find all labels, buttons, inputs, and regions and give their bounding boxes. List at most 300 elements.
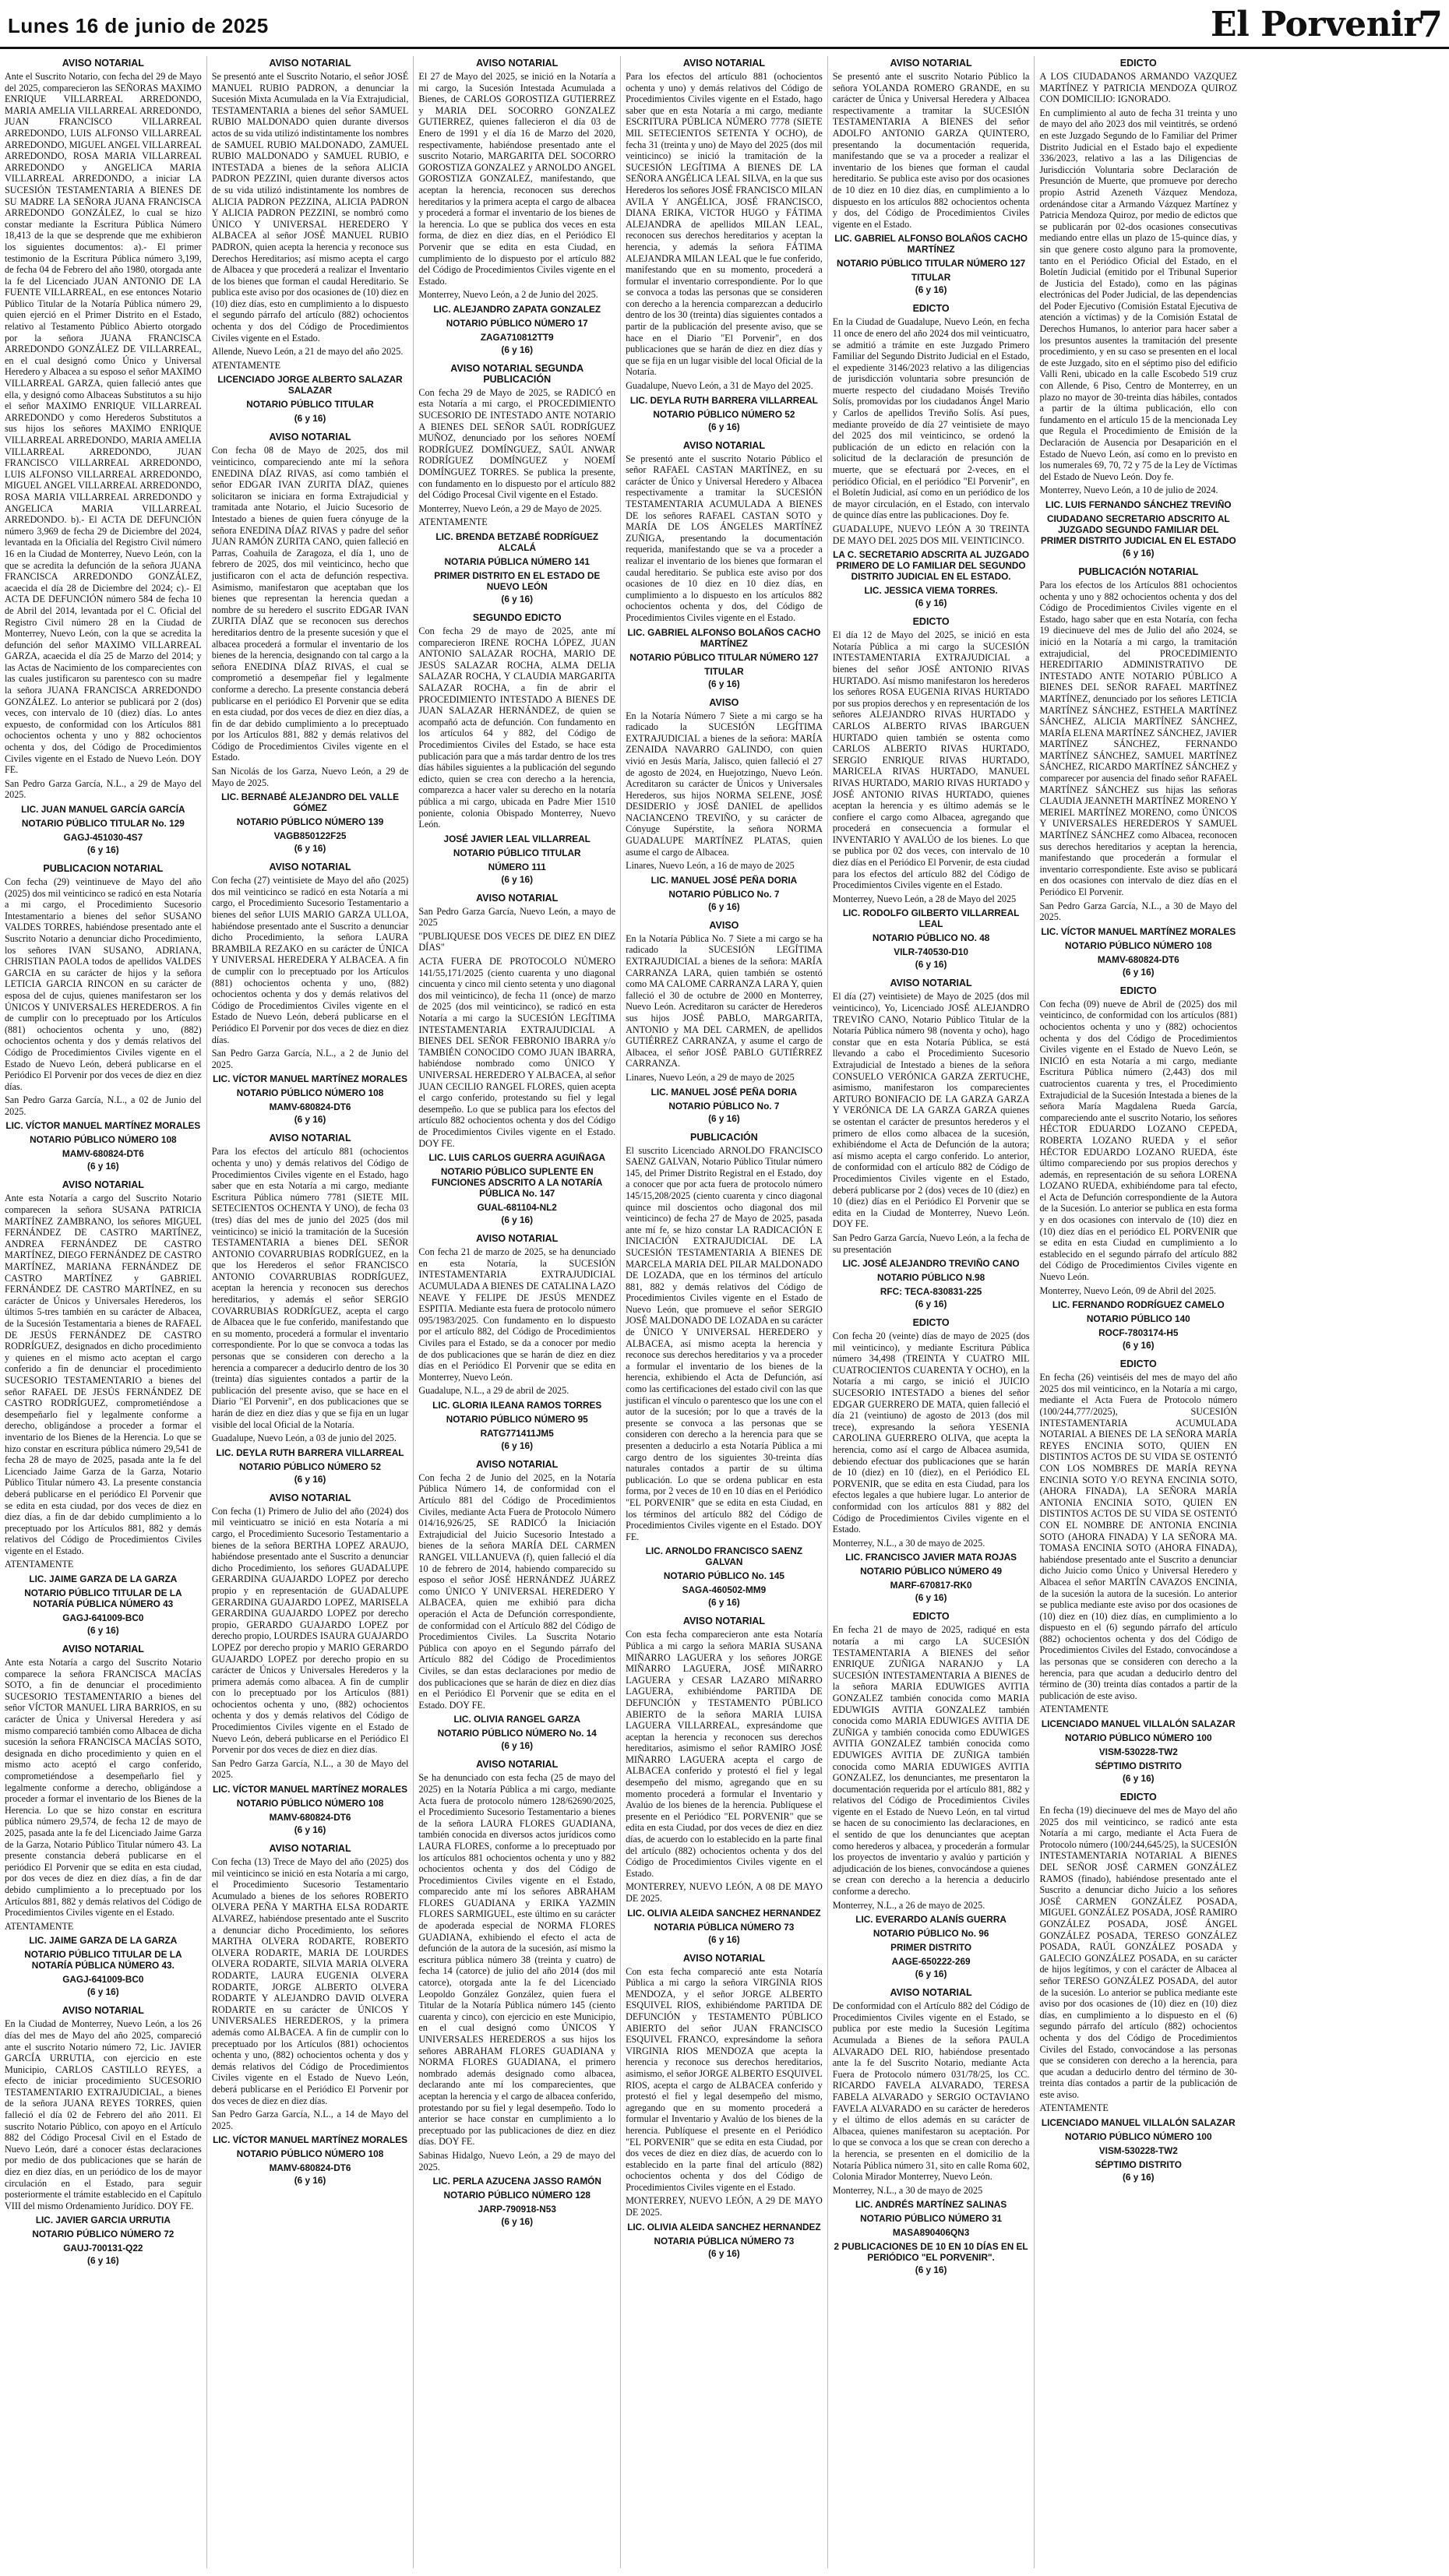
publication-dates: (6 y 16) — [294, 1824, 326, 1836]
notice-signature-line: LIC. LUIS FERNANDO SÁNCHEZ TREVIÑO — [1045, 499, 1232, 510]
notice-signature-line: GUAL-681104-NL2 — [477, 1202, 557, 1214]
legal-notice — [626, 440, 823, 689]
notice-signature-line: LIC. ARNOLDO FRANCISCO SAENZ GALVAN — [645, 1545, 803, 1568]
column-1 — [0, 56, 207, 2568]
notice-signature-line: LIC. JAIME GARZA DE LA GARZA — [29, 1935, 178, 1947]
notice-signature-line: NOTARIO PÚBLICO NÚMERO 108 — [236, 1087, 384, 1099]
notice-paragraph: Monterrey, Nuevo León, 09 de Abril del 2025. — [1039, 1284, 1217, 1296]
notice-signature-line: MASA890406QN3 — [892, 2227, 970, 2239]
publication-dates: (6 y 16) — [501, 1740, 534, 1752]
notice-signature-line: LIC. MANUEL JOSÉ PEÑA DORIA — [650, 874, 798, 886]
notice-title: AVISO NOTARIAL — [682, 1952, 765, 1964]
notice-paragraph: En fecha (26) veintiséis del mes de mayo del año 2025 dos mil veinticinco, en la Notaría a mi cargo, mediante el Acta Fuera de Protocolo número (100/244,777/2025), SUCESIÓN INTESTAMENTARIA ACUMULADA NOTARIAL A BIENES DE LA SEÑORA MARÍA REYES ENCINIA SOTO, QUIEN EN DISTINTOS ACTOS DE SU VIDA SE OSTENTÓ CON LOS NOMBRES DE MARÍA REYNA ENCINIA SOTO Y/O REYNA ENCINIA SOTO, (AHORA FINADA), LA SEÑORA MARÍA ANTONIA ENCINIA SOTO, QUIEN EN DISTINTOS ACTOS DE SU VIDA SE OSTENTÓ CON EL NOMBRE DE ANTONIA ENCINIA SOTO (AHORA FINADA) Y LA SEÑORA MA. TOMASA ENCINIA SOTO (AHORA FINADA), habiéndose presentado ante el Suscrito a denunciar dicho Juicio como Único y Universal Heredero y Albacea el señor MARTÍN CAVAZOS ENCINIA, de la sucesión la autora de la sucesión. Lo anterior se publica mediante este aviso por dos ocasiones de (10) diez en (10) diez días, en cumplimiento a lo dispuesto en el (6) segundo párrafo del artículo (882) ochocientos ochenta y dos del Código de Procedimientos Civiles del Estado, convocándose a las personas que se consideren con derecho a la herencia, para que acudan a deducirlo dentro del término de (30) treinta días contados a partir de la publicación de este aviso. — [1039, 1372, 1238, 1701]
notice-title: PUBLICACIÓN — [690, 1131, 758, 1143]
legal-notice — [418, 363, 615, 604]
legal-notice — [1039, 58, 1237, 559]
notice-title: AVISO NOTARIAL — [269, 1843, 351, 1855]
publication-dates: (6 y 16) — [708, 900, 740, 912]
notice-signature-line: NOTARIO PÚBLICO NÚMERO 72 — [32, 2229, 175, 2240]
notice-title: EDICTO — [1119, 1792, 1157, 1803]
notice-signature-line: GAGJ-641009-BC0 — [62, 1974, 144, 1986]
notice-signature-line: NOTARIO PÚBLICO NÚMERO 108 — [1065, 939, 1212, 951]
publication-dates: (6 y 16) — [87, 2255, 119, 2267]
notice-title: PUBLICACION NOTARIAL — [43, 863, 164, 874]
legal-notice — [5, 58, 202, 855]
publication-dates: (6 y 16) — [87, 1161, 119, 1172]
legal-notice — [626, 58, 823, 432]
notice-title: AVISO NOTARIAL — [682, 1616, 765, 1627]
notice-signature-line: NOTARIO PÚBLICO No. 145 — [663, 1570, 784, 1582]
notice-signature-line: LIC. JAVIER GARCIA URRUTIA — [35, 2215, 171, 2226]
publication-dates: (6 y 16) — [87, 1625, 119, 1637]
publication-dates: (6 y 16) — [294, 843, 326, 855]
notice-title: AVISO — [709, 919, 739, 931]
notice-paragraph: El día (27) veintisiete) de Mayo de 2025 (dos mil veinticinco), Yo, Licenciado JOSÉ ALEJANDRO TREVIÑO CANO, Notario Público Titular de la Notaría Pública número 98 (noventa y ocho), hago constar que en esta Notaría Pública, se está llevando a cabo el Procedimiento Sucesorio Extrajudicial de Intestado a bienes de la señora CONSUELO VERÓNICA GARZA ZERTUCHE, asimismo, manifestaron los comparecientes ARTURO BONIFACIO DE LA GARZA GARZA Y VERÓNICA DE LA GARZA GARZA quienes se ostentan el carácter de presuntos herederos y el primero de ellos como albacea de la sucesión, exhibiéndome el Acta de Defunción de la autora; así mismo acepta el cargo conferido. Lo anterior, de conformidad con el artículo 882 de Código de Procedimientos Civiles vigente en el Estado, deberá publicarse por 2 (dos) veces de 10 (diez) en 10 (diez) días en el Periódico El Porvenir que se edita en la Ciudad de Monterrey, Nuevo León. DOY FE. — [832, 991, 1030, 1230]
legal-notice — [5, 2005, 202, 2266]
legal-notice — [1039, 1792, 1237, 2183]
notice-paragraph: Se presentó ante el suscrito Notario Público el señor RAFAEL CASTAN MARTÍNEZ, en su carácter de Único y Universal Heredero y Albacea respectivamente a tramitar la SUCESIÓN TESTAMENTARIA ACUMULADA A BIENES DE los señores RAFAEL CASTAN SOTO y MARÍA DE LOS ÁNGELES MARTÍNEZ ZUÑIGA, presentando la documentación requerida, manifestando que se va a proceder a realizar el inventario de los bienes que formaran el caudal hereditario. Se publica este aviso por dos ocasiones de 10 diez en 10 diez días, en cumplimiento a lo dispuesto en los artículos 882 ochocientos ochenta y dos, del Código de Procedimientos Civiles vigente en el Estado. — [626, 453, 823, 623]
notice-signature-line: LIC. GLORIA ILEANA RAMOS TORRES — [432, 1399, 602, 1411]
notice-signature-line: NOTARIO PÚBLICO NÚMERO 100 — [1065, 1732, 1212, 1744]
notice-signature-line: GAGJ-641009-BC0 — [62, 1612, 144, 1624]
notice-signature-line: VILR-740530-D10 — [894, 946, 968, 958]
notice-paragraph: Se presentó ante el Suscrito Notario, el señor JOSÉ MANUEL RUBIO PADRON, a denunciar la Sucesión Mixta Acumulada en la Vía Extrajudicial, TESTAMENTARIA a bienes del señor SAMUEL RUBIO MALDONADO quien durante diversos actos de su vida utilizó indistintamente los nombres de SAMUEL RUBIO MALDONADO, ZAMUEL RUBIO MALDONADO y SAMUEL RUBIO, e INTESTADA a bienes de la señora ALICIA PADRON PEZZINI, quien durante diversos actos de su vida utilizó indistintamente los nombres de ALICIA PADRON PEZZINA, ALICIA PADRON Y ALICIA PADRON PEZZINI, se nombró como ÚNICO Y UNIVERSAL HEREDERO Y ALBACEA al señor JOSÉ MANUEL RUBIO PADRON, quien acepta la herencia y reconoce sus Derechos Hereditarios; así mismo acepta el cargo de Albacea y que procederá a realizar el Inventario de los bienes que forman el caudal Hereditario. Se publica este aviso por dos ocasiones de (10) diez en (10) diez días, esto en cumplimiento a lo dispuesto el segundo párrafo del artículo (882) ochocientos ochenta y dos del Código de Procedimientos Civiles vigente en el Estado. — [211, 71, 409, 344]
legal-notice — [5, 1179, 202, 1636]
notice-paragraph: San Pedro Garza García, Nuevo León, a la fecha de su presentación — [832, 1232, 1030, 1255]
notice-signature-line: LIC. JOSÉ ALEJANDRO TREVIÑO CANO — [842, 1258, 1020, 1270]
notice-signature-line: LIC. VÍCTOR MANUEL MARTÍNEZ MORALES — [213, 2134, 407, 2146]
notice-signature-line: LIC. EVERARDO ALANÍS GUERRA — [855, 1914, 1007, 1926]
column-4 — [621, 56, 828, 2568]
notice-title: EDICTO — [1119, 58, 1157, 69]
notice-title: AVISO NOTARIAL — [476, 58, 559, 69]
notice-signature-line: ZAGA710812TT9 — [480, 331, 554, 343]
notice-paragraph: Con fecha (27) veintisiete de Mayo del año (2025) dos mil veinticinco se radicó en esta Notaría a mi cargo, el Procedimiento Sucesorio Testamentario a bienes del señor LUIS MARIO GARZA ULLOA, habiéndose presentado ante el Suscrito a denunciar dicho Procedimiento, la señora LAURA BRAMBILA REZAKO en su carácter de ÚNICA Y UNIVERSAL HEREDERA Y ALBACEA. A fin de cumplir con lo preceptuado por los Artículos (881) ochocientos ochenta y uno, (882) ochocientos ochenta y dos y demás relativos del Código de Procedimientos Civiles vigente en el Estado de Nuevo León, deberá publicarse en el Periódico El Porvenir por dos veces de diez en diez días. — [211, 875, 409, 1045]
notice-paragraph: Guadalupe, N.L., a 29 de abril de 2025. — [418, 1385, 569, 1397]
legal-notice — [833, 978, 1030, 1309]
legal-notice — [418, 58, 615, 355]
newspaper-logo: El Porvenir — [1211, 5, 1421, 44]
notice-signature-line: NÚMERO 111 — [488, 861, 546, 872]
publication-dates: (6 y 16) — [915, 2264, 947, 2276]
notice-paragraph: Monterrey, N.L., a 30 de mayo de 2025 — [832, 2184, 983, 2196]
legal-notice — [418, 612, 615, 885]
notice-signature-line: LIC. OLIVIA ALEIDA SANCHEZ HERNANDEZ — [627, 2221, 821, 2232]
issue-date: Lunes 16 de junio de 2025 — [8, 14, 269, 37]
notice-title: AVISO NOTARIAL — [269, 432, 351, 443]
notice-paragraph: En la Notaría Número 7 Siete a mi cargo se ha radicado la SUCESIÓN LEGÍTIMA EXTRAJUDICIAL a bienes de la señora: MARÍA ZENAIDA NAVARRO GALINDO, con quien vivió en Jesús María, Jalisco, quien falleció el 27 de agosto de 2024, en Huejotzingo, Nuevo León. Acreditaron su carácter de Únicos y Universales Herederos, sus hijos NORMA SELENE, JOSÉ DESIDERIO y JOSÉ DANIEL de apellidos NACIANCENO TREVIÑO, y su carácter de Cónyuge Supérstite, la señora NORMA GUADALUPE MARTÍNEZ PLATAS, quien asume el cargo de Albacea. — [626, 710, 823, 858]
column-6 — [1035, 56, 1242, 2568]
column-3 — [414, 56, 621, 2568]
notice-paragraph: Con fecha (29) veintinueve de Mayo del año (2025) dos mil veinticinco se radicó en esta Notaría a mi cargo, el Procedimiento Sucesorio Intestamentario a bienes del señor SUSANO VALDES TORRES, habiéndose presentado ante el Suscrito Notario a denunciar dicho Procedimiento, los señores IVAN SUSANO, ADRIANA, CHRISTIAN PAOLA todos de apellidos VALDES GARCIA en su carácter de hijos y la señora LETICIA GARCIA RINCON en su carácter de esposa del de cujus, quienes manifestaron ser los ÚNICOS Y UNIVERSALES HEREDEROS. A fin de cumplir con lo preceptuado por los Artículos (881) ochocientos ochenta y uno, (882) ochocientos ochenta y dos y demás relativos del Código de Procedimientos Civiles vigente en el Estado de Nuevo León, deberá publicarse en el Periódico El Porvenir por dos veces de diez en diez días. — [5, 876, 202, 1092]
notice-paragraph: Monterrey, Nuevo León, a 2 de Junio del 2025. — [418, 289, 598, 301]
notice-signature-line: LIC. VÍCTOR MANUEL MARTÍNEZ MORALES — [213, 1784, 407, 1795]
notice-paragraph: MONTERREY, NUEVO LEÓN, A 29 DE MAYO DE 2025. — [626, 2195, 823, 2218]
notice-signature-line: LIC. MANUEL JOSÉ PEÑA DORIA — [650, 1086, 798, 1098]
publication-dates: (6 y 16) — [708, 1933, 740, 1945]
notice-title: EDICTO — [912, 1317, 950, 1329]
notice-paragraph: Ante esta Notaría a cargo del Suscrito Notario comparecen la señora SUSANA PATRICIA MARTÍNEZ ZAMBRANO, los señores MIGUEL FERNÁNDEZ DE CASTRO MARTÍNEZ, ANDREA FERNÁNDEZ DE CASTRO MARTÍNEZ, DIEGO FERNÁNDEZ DE CASTRO MARTÍNEZ, MARIANA FERNÁNDEZ DE CASTRO MARTÍNEZ y GABRIEL FERNÁNDEZ DE CASTRO MARTÍNEZ, en su carácter de Únicos y Universales Herederos, los últimos 5-tres también en su carácter de Albacea, de la Sucesión Testamentaria a bienes de RAFAEL DE JESÚS FERNÁNDEZ DE CASTRO RODRÍGUEZ, designados en dicho procedimiento y quienes en el mismo acto aceptan el cargo conferido a fin de denunciar el procedimiento SUCESORIO TESTAMENTARIO a bienes del señor RAFAEL DE JESÚS FERNÁNDEZ DE CASTRO RODRÍGUEZ, comprometiéndose a desempeñarlo fiel y legalmente conforme a derecho, obligándose a proceder a formar el inventario de los Bienes de la Herencia. Lo que se hizo constar en escritura pública número 29,541 de fecha 28 de mayo de 2025, pasada ante la fe del Licenciado Jaime Garza de la Garza, Notario Público Titular número 43. La presente constancia deberá publicarse en el periódico El Porvenir que se edita en esta ciudad, por dos veces de diez en diez días, a fin de dar debido cumplimiento a lo preceptuado por los Artículos 881, 882 y demás relativos del Código de Procedimientos Civiles vigente en el Estado. — [5, 1193, 202, 1556]
notice-signature-line: LIC. JUAN MANUEL GARCÍA GARCÍA — [21, 804, 185, 815]
notice-paragraph: San Pedro Garza García, N.L., a 30 de Mayo del 2025. — [211, 1757, 409, 1781]
notice-title: AVISO NOTARIAL — [890, 978, 972, 989]
notice-paragraph: San Pedro Garza García, Nuevo León, a mayo de 2025 — [418, 905, 616, 929]
notice-signature-line: LIC. LUIS CARLOS GUERRA AGUIÑAGA — [428, 1152, 605, 1164]
notice-paragraph: Ante esta Notaría a cargo del Suscrito Notario comparece la señora FRANCISCA MACÍAS SOTO, a fin de denunciar el procedimiento SUCESORIO TESTAMENTARIO a bienes del señor VÍCTOR MANUEL LIRA BARRIOS, en su carácter de Única y Universal Heredera y así mismo compareció también como Albacea de dicha sucesión la señora FRANCISCA MACÍAS SOTO, designada en dicho procedimiento y quien en el mismo acto aceptó el cargo conferido, comprometiéndose a desempeñarlo fiel y legalmente conforme a derecho, obligándose a proceder a formar el inventario de los Bienes de la Herencia. Lo que se hizo constar en escritura pública número 29,574, de fecha 12 de mayo de 2025, pasada ante la fe del Licenciado Jaime Garza de la Garza, Notario Público Titular número 43. La presente constancia deberá publicarse en el periódico El Porvenir que se edita en esta ciudad, por dos veces de diez en diez días, a fin de dar debido cumplimiento a lo preceptuado por los Artículos 881, 882 y demás relativos del Código de Procedimientos Civiles vigente en el Estado. — [5, 1657, 202, 1919]
legal-notice — [1039, 566, 1237, 978]
notice-signature-line: LICENCIADO MANUEL VILLALÓN SALAZAR — [1041, 1718, 1236, 1730]
notice-paragraph: El suscrito Licenciado ARNOLDO FRANCISCO SAENZ GALVAN, Notario Público Titular número 145, del Primer Distrito Registral en el Estado, doy a conocer que por acta fuera de protocolo número 145/15,208/2025 (ciento cuarenta y cinco diagonal quince mil doscientos ocho diagonal dos mil veinticinco) de fecha 27 de Mayo de 2025, pasada ante mí fe, se hizo constar LA RADICACIÓN E INICIACIÓN EXTRAJUDICIAL DE LA SUCESIÓN TESTAMENTARIA A BIENES DE MARCELA MARIA DEL PILAR MALDONADO DE LOZADA, que en los términos del artículo 881, 882 y demás relativos del Código de Procedimientos Civiles vigente en el Estado de Nuevo León, que promueve el señor SERGIO JOSÉ MALDONADO DE LOZADA en su carácter de ÚNICO Y UNIVERSAL HEREDERO y ALBACEA, así mismo acepta la herencia y reconoce sus derechos hereditarios y va a proceder a formular el inventario de los bienes de la herencia, exhibiendo el Acta de Defunción, así como las certificaciones del estado civil con las que justifican el vínculo o parentesco que los une con el autor de la sucesión; por lo que a través de la presente se convoca a las personas que se consideren con derecho a la herencia para que se presenten a deducirlo a esta Notaría Pública a mi cargo dentro de los siguientes 30-treinta días naturales contados a partir de su última publicación. Lo que se ordena publicar en esta forma, por 2 veces de 10 en 10 días en el Periódico "EL PORVENIR" que se edita en esta Ciudad, en los términos del artículo 882 del Código de Procedimientos Civiles vigente en el Estado. DOY FE. — [626, 1144, 823, 1542]
legal-notice — [626, 1132, 823, 1609]
notice-signature-line: LIC. ALEJANDRO ZAPATA GONZALEZ — [433, 303, 601, 315]
publication-dates: (6 y 16) — [501, 1214, 534, 1226]
notice-paragraph: Allende, Nuevo León, a 21 de mayo del año 2025. — [211, 346, 404, 358]
legal-notice — [626, 1953, 823, 2259]
notice-signature-line: NOTARIO PÚBLICO 140 — [1086, 1313, 1190, 1325]
notice-signature-line: LIC. VÍCTOR MANUEL MARTÍNEZ MORALES — [213, 1073, 407, 1085]
legal-notice — [833, 303, 1030, 608]
notice-paragraph: Para los efectos del artículo 881 (ochocientos ochenta y uno) y demás relativos del Código de Procedimientos Civiles vigente en el Estado, hago saber que en esta Notaría a mi cargo, mediante ESCRITURA PÚBLICA NÚMERO 7778 (SIETE MIL SETECIENTOS SETENTA Y OCHO), de fecha 31 (treinta y uno) de Mayo del 2025 (dos mil veinticinco) se inició la tramitación de la SUCESIÓN LEGÍTIMA A BIENES DE LA SEÑORA ANGÉLICA LEAL SILVA, en la que sus Herederos los señores JOSÉ FRANCISCO MILAN AVILA Y ANGÉLICA, JOSÉ FRANCISCO, DIANA ERIKA, VICTOR HUGO y FÁTIMA ALEJANDRA de apellidos MILAN LEAL, reconocen sus derechos hereditarios y aceptan la herencia, y además la señora FÁTIMA ALEJANDRA MILAN LEAL que le fue conferido, manifestando que en su momento, procederá a formular el inventario correspondiente. Por lo que se convoca a todas las personas que se consideren con derecho a la herencia comparezcan a deducirlo dentro de los 30 (treinta) días siguientes contados a partir de la publicación del presente aviso, que se hace en el Diario "El Porvenir", en dos publicaciones que se harán de diez en diez días y que se fija en un lugar visible del local Oficial de la Notaría. — [626, 71, 823, 378]
notice-paragraph: ATENTAMENTE — [5, 1559, 74, 1570]
notice-signature-line: SÉPTIMO DISTRITO — [1095, 2159, 1182, 2171]
notice-signature-line: NOTARIO PÚBLICO NÚMERO 17 — [446, 317, 588, 329]
notice-signature-line: LIC. JESSICA VIEMA TORRES. — [864, 585, 998, 597]
notice-paragraph: San Nicolás de los Garza, Nuevo León, a 29 de Mayo de 2025. — [211, 766, 409, 788]
notice-signature-line: LIC. BERNABÉ ALEJANDRO DEL VALLE GÓMEZ — [221, 791, 399, 814]
publication-dates: (6 y 16) — [915, 597, 947, 609]
notice-signature-line: NOTARIO PÚBLICO TITULAR NÚMERO 127 — [629, 651, 819, 663]
notice-signature-line: JOSÉ JAVIER LEAL VILLARREAL — [443, 833, 591, 844]
notice-paragraph: Se ha denunciado con esta fecha (25 de mayo del 2025) en la Notaría Pública a mi cargo, mediante Acta fuera de protocolo número 128/62690/2025, el Procedimiento Sucesorio Testamentario a bienes de la señora LAURA FLORES GUADIANA, también conocida en diversos actos jurídicos como LAURA FLORES, conforme a lo preceptuado por los artículos 881 ochocientos ochenta y uno y 882 ochocientos ochenta y dos del Código de Procedimientos Civiles vigente en el Estado, comparecido ante mí los señores ABRAHAM FLORES GUADIANA y ERIKA YAZMIN FLORES SARMIGUEL, este último en su carácter de apoderada especial de NORMA FLORES GUADIANA, exhibiendo el efecto el acta de defunción de la autora de la sucesión, así mismo la escritura pública número 38 (treinta y cuatro) de fecha 14 (catorce) de julio del año 2014 (dos mil catorce), otorgada ante la fe del Licenciado Leopoldo González González, quien fuera el Titular de la Notaría Pública número 145 (ciento cuarenta y cinco), con ejercicio en este Municipio, en el cual designó como ÚNICOS Y UNIVERSALES HEREDEROS a sus hijos los señores ABRAHAM FLORES GUADIANA y NORMA FLORES GUADIANA, el primero nombrado además designado como albacea, declarando ante mí los comparecientes, que aceptan la herencia y el cargo de albacea conferido, protestando por su fiel y legal desempeño. Todo lo anterior se hace constar en cumplimiento a lo preceptuado por las publicaciones de diez en diez días. DOY FE. — [418, 1772, 616, 2148]
notice-title: AVISO NOTARIAL — [682, 58, 765, 69]
notice-signature-line: RATG771411JM5 — [480, 1427, 554, 1439]
legal-notice — [212, 862, 409, 1125]
notice-signature-line: LIC. VÍCTOR MANUEL MARTÍNEZ MORALES — [5, 1120, 201, 1132]
notice-signature-line: NOTARIA PÚBLICA NÚMERO 141 — [444, 556, 590, 567]
notice-paragraph: ATENTAMENTE — [211, 359, 281, 371]
publication-dates: (6 y 16) — [1122, 1773, 1155, 1785]
notice-paragraph: En la Ciudad de Monterrey, Nuevo León, a los 26 días del mes de Mayo del año 2025, compareció ante el suscrito Notario número 72, Lic. JAVIER GARCÍA URRUTIA, con ejercicio en este Municipio, CARLOS CASTILLO REYES, a efecto de iniciar procedimiento SUCESORIO TESTAMENTARIO EXTRAJUDICIAL, a bienes de la señora JUANA REYES TORRES, quien falleció el día 02 de Febrero del año 2011. El suscrito Notario Público, con apoyo en el Artículo 882 del Código Procesal Civil en el Estado de Nuevo León, daré a conocer éstas declaraciones por medio de dos publicaciones que se harán de diez en diez días, en un periódico de los de mayor circulación en el Estado, para seguir posteriormente el trámite establecido en el Capítulo VIII del mismo Ordenamiento Jurídico. DOY FE. — [5, 2018, 202, 2211]
notice-signature-line: VAGB850122F25 — [273, 830, 347, 842]
notice-signature-line: CIUDADANO SECRETARIO ADSCRITO AL JUZGADO SEGUNDO FAMILIAR DEL PRIMER DISTRITO JUDICIAL EN EL ESTADO — [1040, 513, 1236, 546]
notice-paragraph: Monterrey, Nuevo León, a 10 de julio de 2024. — [1039, 485, 1218, 496]
notice-signature-line: NOTARIO PÚBLICO NÚMERO 49 — [860, 1566, 1003, 1577]
legal-notice — [212, 1133, 409, 1484]
publication-dates: (6 y 16) — [1122, 966, 1155, 978]
notice-signature-line: NOTARIO PÚBLICO NÚMERO 139 — [236, 816, 384, 828]
notice-signature-line: NOTARIO PÚBLICO TITULAR — [246, 399, 374, 411]
notice-title: AVISO NOTARIAL SEGUNDA PUBLICACIÓN — [450, 362, 584, 385]
notice-paragraph: Con fecha 08 de Mayo de 2025, dos mil veinticinco, compareciendo ante mí la señora ENEDINA DÍAZ RIVAS, así como también el señor EDGAR IVAN ZURITA DÍAZ, quienes solicitaron se iniciara en forma Extrajudicial y tramitada ante Notario, el Juicio Sucesorio de Intestado a bienes de quien fuera cónyuge de la señora ENEDINA DÍAZ RIVAS y padre del señor JUAN RAMÓN ZURITA CANO, quien falleció en Parras, Coahuila de Zaragoza, el día 1, uno de febrero de 2025, dos mil veinticinco, hecho que justificaron con el acta de defunción respectiva. Asimismo, manifestaron que aceptaban que los bienes que representan la herencia quedan a nombre de su heredero el suscrito EDGAR IVAN ZURITA DÍAZ que se reconocen sus derechos hereditarios dentro de la presente sucesión y que el albacea procederá a formular el inventario de los bienes de la herencia, designando con tal cargo a la señora ENEDINA DÍAZ RIVAS, el cual se comprometió a desempeñar fiel y legalmente conforme a derecho. La presente constancia deberá publicarse en el periódico El Porvenir que se edita en esta ciudad, por dos veces de diez en diez días, a fin de dar debido cumplimiento a lo preceptuado por los Artículos 881, 882 y demás relativos del Código de Procedimientos Civiles vigente en el Estado. — [211, 445, 409, 763]
publication-dates: (6 y 16) — [708, 1112, 740, 1124]
legal-notice — [5, 1644, 202, 1997]
notice-signature-line: NOTARIO PÚBLICO No. 7 — [668, 888, 780, 900]
notice-paragraph: Con esta fecha comparecieron ante esta Notaría Pública a mi cargo la señora MARIA SUSANA MIÑARRO LAGUERA y los señores JORGE MIÑARRO LAGUERA, JOSÉ MIÑARRO LAGUERA y CESAR LAZARO MIÑARRO LAGUERA, exhibiéndome PARTIDA DE DEFUNCIÓN y TESTAMENTO PÚBLICO ABIERTO de la señora MARIA LUISA LAGUERA VILLARREAL, expresándome que aceptan la herencia y reconocen sus derechos hereditarios, asimismo el señor RAMIRO JOSÉ MIÑARRO LAGUERA acepta el cargo de ALBACEA conferido y protestó el fiel y legal desempeño del mismo, agregando que en su momento procederá a formular el Inventario y Avalúo de los bienes de la herencia. Publíquese el presente en el Periódico "EL PORVENIR" que se edita en esta Ciudad, por dos veces de diez en diez días, de acuerdo con lo establecido en la parte final del artículo (882) ochocientos ochenta y dos del Código de Procedimientos Civiles vigente en el Estado. — [626, 1629, 823, 1879]
notice-paragraph: En fecha 21 de mayo de 2025, radiqué en esta notaría a mi cargo LA SUCESIÓN TESTAMENTARIA A BIENES del señor ENRIQUE ZUÑIGA NARANJO y LA SUCESIÓN INTESTAMENTARIA A BIENES de la señora MARIA EDUWIGES AVITIA GONZALEZ también conocida como MARIA EDUWIGIS AVITIA GONZALEZ también conocida como MARIA EDUWIGES AVITIA DE ZUÑIGA y también conocida como EDUWIGES AVITIA GONZALEZ también conocida como EDUWIGES AVITIA DE ZUÑIGA también conocida como MARIA EDUWIGES AVITIA GONZALEZ, los denunciantes, me presentaron la documentación requerida por el artículo 881, 882 y relativos del Código de Procedimientos Civiles vigente en el Estado de Nuevo León, en tal virtud se hacen de su conocimiento las declaraciones, en el sentido de que los denunciantes que aceptan como herederos y albacea, y procederán a formular los proyectos de inventario y avalúo y partición y adjudicación de los bienes, convocándose a quienes se crean con derecho a la herencia a deducirlo conforme a derecho. — [832, 1624, 1030, 1898]
notice-signature-line: LIC. VÍCTOR MANUEL MARTÍNEZ MORALES — [1041, 925, 1236, 937]
publication-dates: (6 y 16) — [1122, 2172, 1155, 2183]
notice-paragraph: Guadalupe, Nuevo León, a 03 de junio del 2025. — [211, 1432, 397, 1444]
notice-signature-line: LIC. JAIME GARZA DE LA GARZA — [29, 1573, 178, 1585]
legal-notice — [626, 697, 823, 912]
notice-paragraph: Con fecha 29 de mayo de 2025, ante mí comparecieron IRENE ROCHA LÓPEZ, JUAN ANTONIO SALAZAR ROCHA, MARIO DE JESÚS SALAZAR ROCHA, ALMA DELIA SALAZAR ROCHA, Y CLAUDIA MARGARITA SALAZAR ROCHA, a fin de abrir el PROCEDIMIENTO INTESTADO A BIENES DE JUAN SALAZAR HERNÁNDEZ, de quien se acompañó acta de defunción. Con fundamento en los artículos 64 y 882, del Código de Procedimientos Civiles del Estado, se hace esta publicación para que a más tardar dentro de los tres días hábiles siguientes a la publicación del segundo edicto, quien se crea con derecho a la herencia, comparezca a hacer valer su derecho en la notaría pública a mi cargo, ubicada en Padre Mier 1510 poniente, colonia Obispado Monterrey, Nuevo León. — [418, 625, 616, 830]
notice-paragraph: Ante el Suscrito Notario, con fecha del 29 de Mayo del 2025, comparecieron las SEÑORAS MAXIMO ENRIQUE VILLARREAL ARREDONDO, MARIA AMELIA VILLARREAL ARREDONDO, JUAN FRANCISCO VILLARREAL ARREDONDO, LUIS ALFONSO VILLARREAL ARREDONDO, MIGUEL ANGEL VILLARREAL ARREDONDO, ROSA MARIA VILLARREAL ARREDONDO y ANGELICA MARIA VILLARREAL ARREDONDO, a iniciar LA SUCESIÓN TESTAMENTARIA A BIENES DE SU MADRE LA SEÑORA JUANA FRANCISCA ARREDONDO GONZÁLEZ, lo cual se hizo constar mediante la Escritura Pública Número 18,413 de la que se desprende que me exhibieron los siguientes documentos: a).- El primer testimonio de la Escritura Pública número 3,199, de fecha 04 de Febrero del año 1980, otorgada ante la fe del Licenciado JUAN ANTONIO DE LA FUENTE VILLARREAL, en ese entonces Notario Público Titular de la Notaría Pública número 29, quien ejerció en el Primer Distrito en el Estado, relativo al Testamento Público Abierto otorgado por la señora JUANA FRANCISCA ARREDONDO GONZÁLEZ DE VILLARREAL, en el cual designó como Único y Universal Heredero y Albacea a su esposo el señor MAXIMO VILLARREAL GARZA, quien falleció antes que ella, y designó como Albaceas Substitutos a su hijo el señor MAXIMO ENRIQUE VILLARREAL ARREDONDO y como Herederos Substitutos a sus hijos los señores MAXIMO ENRIQUE VILLARREAL ARREDONDO, MARIA AMELIA VILLARREAL ARREDONDO, JUAN FRANCISCO VILLARREAL ARREDONDO, LUIS ALFONSO VILLARREAL ARREDONDO, MIGUEL ANGEL VILLARREAL ARREDONDO, ROSA MARIA VILLARREAL ARREDONDO y ANGELICA MARIA VILLARREAL ARREDONDO. b).- El ACTA DE DEFUNCIÓN número 3,969 de fecha 29 de Diciembre del 2024, levantada en la Oficialía del Registro Civil número 16 en la Ciudad de Monterrey, Nuevo León, con la que se acredita la defunción de la señora JUANA FRANCISCA ARREDONDO GONZÁLEZ, acaecida el día 28 de Diciembre del 2024; c).- El ACTA DE DEFUNCIÓN número 584 de fecha 10 de Abril del 2014, levantada por el C. Oficial del Registro Civil número 28 en la Ciudad de Monterrey, Nuevo León, con la que se acredita la defunción del señor MAXIMO VILLARREAL GARZA, acaecida el día 25 de Marzo del 2014; y las Actas de Nacimiento de los comparecientes con las cuales justificaron su parentesco con su madre la señora JUANA FRANCISCA ARREDONDO GONZÁLEZ. Lo anterior se publicará por 2 (dos) veces, con intervalo de 10 (diez) días. Lo antes expuesto, de conformidad con los Artículos 881 ochocientos ochenta y uno y 882 ochocientos ochenta y dos, del Código de Procedimientos Civiles vigente en el Estado de Nuevo León. DOY FE. — [5, 71, 202, 776]
notice-signature-line: NOTARIO PÚBLICO N.98 — [877, 1272, 985, 1284]
notice-signature-line: PRIMER DISTRITO — [890, 1942, 972, 1954]
notice-paragraph: San Pedro Garza García, N.L., a 29 de Mayo del 2025. — [5, 777, 202, 801]
notice-paragraph: ATENTAMENTE — [1039, 2102, 1109, 2114]
notice-signature-line: GAGJ-451030-4S7 — [63, 832, 143, 843]
notice-paragraph: Se presentó ante el suscrito Notario Público la señora YOLANDA ROMERO GRANDE, en su carácter de Única y Universal Heredera y Albacea respectivamente a tramitar la SUCESIÓN TESTAMENTARIA A BIENES del señor ADOLFO ANTONIO GARZA QUINTERO, presentando la documentación requerida, manifestando que se va a proceder a realizar el inventario de los bienes que forman el caudal hereditario. Se publica este aviso por dos ocasiones de 10 diez en 10 diez días, en cumplimiento a lo dispuesto en los artículos 882 ochocientos ochenta y dos, del Código de Procedimientos Civiles vigente en el Estado. — [832, 71, 1030, 230]
notice-signature-line: LIC. FRANCISCO JAVIER MATA ROJAS — [845, 1552, 1017, 1563]
legal-notice — [212, 432, 409, 854]
notice-signature-line: LIC. OLIVIA RANGEL GARZA — [453, 1714, 580, 1725]
legal-notice — [1039, 985, 1237, 1351]
notice-signature-line: LIC. BRENDA BETZABÉ RODRÍGUEZ ALCALÁ — [435, 531, 599, 553]
notice-signature-line: PRIMER DISTRITO EN EL ESTADO DE NUEVO LEÓN — [434, 570, 601, 592]
column-2 — [207, 56, 414, 2568]
legal-notice — [833, 1611, 1030, 1979]
notice-signature-line: SÉPTIMO DISTRITO — [1095, 1760, 1182, 1772]
notice-paragraph: ATENTAMENTE — [5, 1920, 74, 1932]
legal-notice — [418, 1233, 615, 1451]
notice-signature-line: LIC. PERLA AZUCENA JASSO RAMÓN — [432, 2176, 601, 2187]
notice-title: PUBLICACIÓN NOTARIAL — [1078, 566, 1199, 577]
notice-paragraph: Con fecha (13) Trece de Mayo del año (2025) dos mil veinticinco se inició en esta Notaría a mi cargo, el Procedimiento Sucesorio Testamentario Acumulado a bienes de los señores ROBERTO OLVERA PEÑA Y MARTHA ELSA RODARTE ALVAREZ, habiéndose presentado ante el Suscrito a denunciar dicho Procedimiento, los señores MARTHA OLVERA RODARTE, ROBERTO OLVERA RODARTE, MARIA DE LOURDES OLVERA RODARTE, SILVIA MARIA OLVERA RODARTE, LAURA EUGENIA OLVERA RODARTE, JORGE ALBERTO OLVERA RODARTE Y ALEJANDRO DAVID OLVERA RODARTE en su carácter de ÚNICOS Y UNIVERSALES HEREDEROS, y la primera además como ALBACEA. A fin de cumplir con lo preceptuado por los Artículos (881) ochocientos ochenta y uno, (882) ochocientos ochenta y dos y demás relativos del Código de Procedimientos Civiles vigente en el Estado de Nuevo León, deberá publicarse en el Periódico El Porvenir por dos veces de diez en diez días. — [211, 1856, 409, 2106]
notice-title: AVISO NOTARIAL — [476, 1458, 559, 1470]
publication-dates: (6 y 16) — [915, 1968, 947, 1980]
notice-signature-line: GAUJ-700131-Q22 — [63, 2243, 143, 2254]
notice-signature-line: MAMV-680824-DT6 — [269, 2162, 351, 2174]
notice-signature-line: NOTARIO PÚBLICO NÚMERO 52 — [653, 408, 795, 420]
notice-paragraph: Con esta fecha compareció ante esta Notaría Pública a mi cargo la señora VIRGINIA RIOS MENDOZA, y el señor JORGE ALBERTO ESQUIVEL RIOS, exhibiéndome PARTIDA DE DEFUNCIÓN y TESTAMENTO PÚBLICO ABIERTO del señor JUAN FRANCISCO ESQUIVEL FRANCO, expresándome la señora VIRGINIA RIOS MENDOZA que acepta la herencia y reconoce sus derechos hereditarios, asimismo, el señor JORGE ALBERTO ESQUIVEL RIOS, acepta el cargo de ALBACEA conferido y protestó el fiel y legal desempeño del mismo, agregando que en su momento procederá a formular el Inventario y Avalúo de los bienes de la herencia. Publíquese el presente en el Periódico "EL PORVENIR" que se edita en esta Ciudad, por dos veces de diez en diez días, de acuerdo con lo establecido en la parte final del artículo (882) ochocientos ochenta y dos del Código de Procedimientos Civiles vigente en el Estado. — [626, 1965, 823, 2193]
notice-signature-line: NOTARIO PÚBLICO No. 7 — [668, 1100, 780, 1112]
notice-signature-line: NOTARIA PÚBLICA NÚMERO 73 — [654, 2235, 795, 2247]
notice-title: AVISO NOTARIAL — [62, 58, 144, 69]
publication-dates: (6 y 16) — [501, 873, 534, 885]
notice-paragraph: ACTA FUERA DE PROTOCOLO NÚMERO 141/55,171/2025 (ciento cuarenta y uno diagonal cincuenta y cinco mil ciento setenta y uno diagonal dos mil veinticinco), de fecha 11 (once) de marzo de 2025 (dos mil veinticinco), se radicó en esta Notaría a mi cargo la SUCESIÓN LEGÍTIMA INTESTAMENTARIA EXTRAJUDICIAL A BIENES DEL SEÑOR FEBRONIO IBARRA y/o TAMBIÉN CONOCIDO COMO JUAN IBARRA, habiéndose nombrado como ÚNICO Y UNIVERSAL HEREDERO Y ALBACEA, al señor JUAN CECILIO RANGEL FLORES, quien acepta el cargo conferido, protestando su fiel y legal desempeño. Lo que se publica para los efectos del artículo 882 ochocientos ochenta y dos del Código de Procedimientos Civiles vigente en el Estado. DOY FE. — [418, 956, 616, 1149]
legal-notice — [626, 920, 823, 1124]
publication-dates: (6 y 16) — [501, 2216, 534, 2228]
legal-notice — [212, 1492, 409, 1835]
notice-paragraph: Para los efectos del artículo 881 (ochocientos ochenta y uno) y demás relativos del Código de Procedimientos Civiles vigente en el Estado, hago saber que en esta Notaría a mi cargo, mediante Escritura Pública número 7781 (SIETE MIL SETECIENTOS OCHENTA Y UNO), de fecha 03 (tres) días del mes de junio del 2025 (dos mil veinticinco) se inició la tramitación de la Sucesión TESTAMENTARIA a bienes DEL SEÑOR ANTONIO COVARRUBIAS RODRÍGUEZ, en la que los Herederos el señor FRANCISCO ANTONIO COVARRUBIAS RODRÍGUEZ, aceptan la herencia y reconocen sus derechos hereditarios, y además el señor SERGIO COVARRUBIAS RODRÍGUEZ, acepta el cargo de Albacea que le fue conferido, manifestando que en su momento, procederá a formular el inventario correspondiente. Por lo que se convoca a todas las personas que se consideren con derecho a la herencia a comparecer a deducirlo dentro de los 30 (treinta) días siguientes contados a partir de la publicación del presente aviso, que se hace en el Diario "El Porvenir", en dos publicaciones que se harán de diez en diez días y que se fija en un lugar visible del local Oficial de la Notaría. — [211, 1146, 409, 1430]
notice-signature-line: LIC. GABRIEL ALFONSO BOLAÑOS CACHO MARTÍNEZ — [627, 626, 821, 649]
notice-signature-line: LIC. DEYLA RUTH BARRERA VILLARREAL — [216, 1447, 404, 1458]
publication-dates: (6 y 16) — [294, 1114, 326, 1126]
notice-paragraph: GUADALUPE, NUEVO LEÓN A 30 TREINTA DE MAYO DEL 2025 DOS MIL VEINTICINCO. — [832, 523, 1030, 546]
notice-paragraph: Guadalupe, Nuevo León, a 31 de Mayo del 2025. — [626, 380, 813, 392]
notice-paragraph: Monterrey, N.L., a 30 de mayo de 2025. — [832, 1537, 985, 1549]
notice-paragraph: "PUBLIQUESE DOS VECES DE DIEZ EN DIEZ DÍAS" — [418, 930, 616, 953]
notice-signature-line: MARF-670817-RK0 — [890, 1580, 972, 1591]
notice-signature-line: LIC. OLIVIA ALEIDA SANCHEZ HERNANDEZ — [627, 1907, 821, 1919]
notice-signature-line: NOTARIO PÚBLICO NÚMERO No. 14 — [437, 1728, 597, 1739]
notice-paragraph: Con fecha 20 (veinte) días de mayo de 2025 (dos mil veinticinco), y mediante Escritura Pública número 34,498 (TREINTA Y CUATRO MIL CUATROCIENTOS CUARENTA Y OCHO), en la Notaría a mi cargo, se inició el JUICIO SUCESORIO INTESTADO a bienes del señor EDGAR GUERRERO DE MATA, quien falleció el día 21 (veintiuno) de agosto de 2013 (dos mil trece), expresando la señora YESENIA CAROLINA GUERRERO OLIVA, que acepta la herencia, como así el cargo de Albacea asumida, debiendo efectuar dos publicaciones que se harán de 10 (diez) en 10 (diez), en el Periódico EL PORVENIR, que se edita en esta Ciudad, para los efectos legales a que hubiere lugar. Lo anterior de conformidad con los artículos 881 y 882 del Código de Procedimientos Civiles vigente en el Estado. — [832, 1330, 1030, 1535]
notice-title: AVISO NOTARIAL — [890, 58, 972, 69]
legal-notice — [833, 1317, 1030, 1603]
notice-paragraph: De conformidad con el Artículo 882 del Código de Procedimientos Civiles vigente en el Estado, se publica por este medio la Sucesión Legítima Acumulada a Bienes de la señora PAULA ALVARADO DEL RIO, habiéndose presentado ante la fe del Suscrito Notario, mediante Acta Fuera de Protocolo número 031/78/25, los CC. RICARDO FAVELA ALVARADO, TERESA FABELA ALVARADO y SERGIO OCTAVIANO FAVELA ALVARADO en su carácter de herederos y el último de ellos además en su carácter de Albacea, quienes manifestaron su aceptación. Por lo que se convoca a los que se crean con derecho a la herencia, se presenten en el domicilio de la Notaría Pública número 31, sito en calle Roma 602, Colonia Mirador Monterrey, Nuevo León. — [832, 2000, 1030, 2183]
notice-signature-line: NOTARIA PÚBLICA NÚMERO 73 — [654, 1921, 795, 1933]
legal-notice — [833, 58, 1030, 295]
notice-title: EDICTO — [1119, 985, 1157, 996]
publication-dates: (6 y 16) — [87, 844, 119, 855]
notice-paragraph: Con fecha 21 de marzo de 2025, se ha denunciado en esta Notaría, la SUCESIÓN INTESTAMENTARIA EXTRAJUDICIAL ACUMULADA A BIENES DE CATALINA LAZO NEAVE Y FELIPE DE JESÚS MENDEZ ESPITIA. Mediante esta fuera de protocolo número 095/1983/2025. Con fundamento en lo dispuesto por el artículo 882, del Código de Procedimientos Civiles para el Estado, se da a conocer por medio de dos publicaciones que se harán de diez en diez días en el Periódico El Porvenir que se edita en Monterrey, Nuevo León. — [418, 1246, 616, 1383]
notice-signature-line: VISM-530228-TW2 — [1098, 2145, 1178, 2157]
notice-paragraph: San Pedro Garza García, N.L., a 30 de Mayo del 2025. — [1039, 900, 1238, 923]
legal-notice — [626, 1616, 823, 1944]
notice-signature-line: MAMV-680824-DT6 — [269, 1101, 351, 1113]
publication-dates: (6 y 16) — [1122, 547, 1155, 559]
publication-dates: (6 y 16) — [915, 1299, 947, 1310]
legal-notice — [833, 1987, 1030, 2275]
publication-dates: (6 y 16) — [501, 1440, 534, 1451]
notice-title: AVISO NOTARIAL — [682, 439, 765, 451]
notice-signature-line: VISM-530228-TW2 — [1098, 1746, 1178, 1758]
notice-signature-line: NOTARIO PÚBLICO NÚMERO 52 — [239, 1461, 382, 1472]
legal-notice — [212, 58, 409, 424]
publication-dates: (6 y 16) — [915, 284, 947, 296]
publication-dates: (6 y 16) — [294, 2175, 326, 2187]
notice-paragraph: San Pedro Garza García, N.L., a 2 de Junio del 2025. — [211, 1048, 409, 1070]
publication-dates: (6 y 16) — [1122, 1340, 1155, 1351]
page-number: 7 — [1417, 3, 1443, 45]
notice-paragraph: ATENTAMENTE — [418, 516, 488, 528]
notice-title: EDICTO — [912, 303, 950, 315]
notice-paragraph: En la Ciudad de Guadalupe, Nuevo León, en fecha 11 once de enero del año 2024 dos mil veinticuatro, se admitió a trámite en este Juzgado Primero Familiar del Segundo Distrito Judicial en el Estado, el expediente 3146/2023 relativo a las diligencias de jurisdicción voluntaria sobre presunción de muerte respecto del ciudadano Moisés Treviño Solís, promovidas por los ciudadanos Ángel Mario y Carlos de apellidos Treviño Solís. Así pues, mediante proveído de día 27 veintisiete de mayo del 2025 dos mil veinticinco, se ordenó la publicación de un edicto en relación con la solicitud de la declaración de presunción de muerte, que se efectuará por 2-veces, en el periódico Oficial, en el periódico "El Porvenir", en el Boletín Judicial, así como en un periódico de los de mayor circulación, en el Estado, con intervalo de quince días entre las publicaciones. Doy fe. — [832, 316, 1030, 521]
legal-notice — [1039, 1358, 1237, 1784]
notice-paragraph: El 27 de Mayo del 2025, se inició en la Notaría a mi cargo, la Sucesión Intestada Acumulada a Bienes, de CARLOS GOROSTIZA GUTIERREZ y MARIA DEL SOCORRO GONZALEZ GUTIERREZ, quienes fallecieron el día 03 de Enero de 1991 y el día 16 de Marzo del 2020, respectivamente, habiéndose presentado ante el suscrito Notario, MARGARITA DEL SOCORRO GOROSTIZA GONZALEZ y ARNOLDO ANGEL GOROSTIZA GONZALEZ, manifestando, que aceptan la herencia, reconocen sus derechos hereditarios y la primera acepta el cargo de albacea y procederá a formar el inventario de los bienes de la herencia. Lo que se publica dos veces en esta forma, de diez en diez días, en el Periódico El Porvenir que se edita en esta Ciudad, en cumplimiento de lo dispuesto por el artículo 882 del Código de Procedimientos Civiles vigente en el Estado. — [418, 71, 616, 287]
notice-signature-line: NOTARIO PÚBLICO TITULAR DE LA NOTARÍA PÚBLICA NÚMERO 43 — [24, 1588, 182, 1610]
notice-title: AVISO — [709, 696, 739, 708]
notice-signature-line: NOTARIO PÚBLICO NÚMERO 95 — [446, 1413, 588, 1425]
notice-signature-line: AAGE-650222-269 — [891, 1956, 971, 1968]
notice-signature-line: NOTARIO PÚBLICO NÚMERO 31 — [860, 2213, 1003, 2225]
notice-title: AVISO NOTARIAL — [269, 1133, 351, 1144]
notice-paragraph: Sabinas Hidalgo, Nuevo León, a 29 de mayo del 2025. — [418, 2149, 616, 2173]
notice-signature-line: RFC: TECA-830831-225 — [880, 1286, 982, 1298]
notice-paragraph: Monterrey, Nuevo León, a 28 de Mayo del 2025 — [832, 893, 1017, 904]
notice-title: AVISO NOTARIAL — [62, 1179, 144, 1191]
legal-notice — [5, 863, 202, 1172]
notice-signature-line: MAMV-680824-DT6 — [269, 1812, 351, 1824]
notice-signature-line: LIC. DEYLA RUTH BARRERA VILLARREAL — [629, 394, 818, 406]
notice-signature-line: NOTARIO PÚBLICO NÚMERO 100 — [1065, 2131, 1212, 2143]
notice-paragraph: A LOS CIUDADANOS ARMANDO VAZQUEZ MARTÍNEZ Y PATRICIA MENDOZA QUIROZ CON DOMICILIO: IGNORADO. — [1039, 71, 1238, 105]
notice-paragraph: En cumplimiento al auto de fecha 31 treinta y uno de mayo del año 2023 dos mil veintitrés, se ordenó en este Juzgado Segundo de lo Familiar del Primer Distrito Judicial en el Estado bajo el expediente 336/2023, relativo a las a las Diligencias de Jurisdicción Voluntaria sobre Declaración de Presunción de Muerte, que promueve por derecho propio Astrid Azeneth Vázquez Mendoza, ordenándose citar a Armando Vázquez Martínez y Patricia Mendoza Quiroz, por medio de edictos que se publicarán por 02-dos ocasiones consecutivas mediando entre ellas un plazo de 15-quince días, y sin que genere costo alguno para la promovente, tanto en el Periódico Oficial del Estado, en el Boletín Judicial (emitido por el Tribunal Superior de Justicia del Estado), como en las páginas electrónicas del Poder Judicial, de las dependencias del Poder Ejecutivo (Comisión Estatal Ejecutiva de atención a víctimas) y de la Comisión Estatal de Derechos Humanos, lo anterior para hacer saber a los presuntos ausentes la tramitación del presente procedimiento, y en su caso se presenten en el local de este Juzgado, sito en el séptimo piso del edificio Valli Reni, ubicado en la calle Escobedo 519 cruz con Allende, 6 Piso, Centro de Monterrey, en un plazo no mayor de 30-treinta días hábiles, contados a partir de la última publicación, ello con fundamento en el artículo 15 de la mencionada Ley que Regula el Procedimiento de Emisión de la Declaración de Ausencia por Desaparición en el Estado de Nuevo León, así como en lo previsto en los numerales 69, 70, 72 y 75 de la Ley de Víctimas del Estado de Nuevo León. Doy fe. — [1039, 107, 1238, 482]
notice-paragraph: Para los efectos de los Artículos 881 ochocientos ochenta y uno y 882 ochocientos ochenta y dos del Código de Procedimientos Civiles vigente en el Estado, hago saber que en esta Notaría, con fecha 19 diecinueve del mes de Julio del año 2024, se inició en la Notaría a mi cargo, la tramitación extrajudicial, del PROCEDIMIENTO HEREDITARIO ADMINISTRATIVO DE INTESTADO ANTE NOTARIO PÚBLICO A BIENES DEL SEÑOR RAFAEL MARTÍNEZ MARTÍNEZ, denunciado por los señores LETICIA MARTÍNEZ SÁNCHEZ, ESTHELA MARTÍNEZ SÁNCHEZ, ALICIA MARTÍNEZ SÁNCHEZ, MARÍA ELENA MARTÍNEZ SÁNCHEZ, JAVIER MARTÍNEZ SÁNCHEZ, FERNANDO MARTÍNEZ SÁNCHEZ, SAMUEL MARTÍNEZ SÁNCHEZ, RICARDO MARTÍNEZ SÁNCHEZ y comparecer por ausencia del finado señor RAFAEL MARTÍNEZ SÁNCHEZ sus hijas las señoras CLAUDIA JEANNETH MARTÍNEZ MORENO Y MERIEL MARTÍNEZ MORENO, como ÚNICOS Y UNIVERSALES HEREDEROS Y SAMUEL MARTÍNEZ SÁNCHEZ como Albacea, reconocen sus derechos hereditarios y aceptan la herencia, manifestando que procederán a formular el inventario correspondiente. Este aviso se publicará en dos ocasiones con intervalo de diez días en el Periódico El Porvenir. — [1039, 579, 1238, 897]
notice-title: AVISO NOTARIAL — [476, 1759, 559, 1771]
notice-signature-line: TITULAR — [911, 272, 951, 284]
publication-dates: (6 y 16) — [87, 1986, 119, 1998]
notice-paragraph: Linares, Nuevo León, a 16 de mayo de 2025 — [626, 860, 795, 872]
notice-paragraph: Linares, Nuevo León, a 29 de mayo de 2025 — [626, 1071, 795, 1083]
notice-title: EDICTO — [912, 1611, 950, 1623]
notice-signature-line: 2 PUBLICACIONES DE 10 EN 10 DÍAS EN EL PERIÓDICO "EL PORVENIR". — [834, 2241, 1028, 2264]
publication-dates: (6 y 16) — [708, 678, 740, 689]
notice-signature-line: LIC. ANDRÉS MARTÍNEZ SALINAS — [855, 2199, 1007, 2211]
notice-signature-line: MAMV-680824-DT6 — [62, 1148, 144, 1160]
publication-dates: (6 y 16) — [915, 1592, 947, 1604]
notice-paragraph: San Pedro Garza García, N.L., a 14 de Mayo del 2025. — [211, 2109, 409, 2131]
notice-signature-line: LIC. RODOLFO GILBERTO VILLARREAL LEAL — [842, 907, 1020, 930]
notice-signature-line: NOTARIO PÚBLICO TITULAR NÚMERO 127 — [836, 258, 1026, 270]
notice-paragraph: El día 12 de Mayo del 2025, se inició en esta Notaría Pública a mi cargo la SUCESIÓN INTESTAMENTARIA EXTRAJUDICIAL a bienes del señor JOSÉ ANTONIO RIVAS HURTADO. Así mismo manifestaron los herederos los señores ROSA EUGENIA RIVAS HURTADO por sus propios derechos y en representación de los señores ALEJANDRO RIVAS HURTADO y CARLOS ALBERTO RIVAS IBARGUEN HURTADO quien también se ostenta como CARLOS ALBERTO RIVAS HURTADO, SERGIO ENRIQUE RIVAS HURTADO, MARICELA RIVAS HURTADO, MANUEL RIVAS HURTADO, MARIO RIVAS HURTADO y JOSÉ ANTONIO RIVAS HURTADO, quienes aceptan la herencia y es último además se le confiere el cargo como Albacea, agregando que procederá en consecuencia a formular el INVENTARIO Y AVALÚO de los bienes. Lo que se publica por 02 dos veces, con intervalo de 10 diez días en el Periódico El Porvenir, de esta ciudad para los efectos del artículo 882 del Código de Procedimientos Civiles vigente en el Estado. — [832, 629, 1030, 891]
notice-title: EDICTO — [1119, 1358, 1157, 1370]
masthead-rule — [0, 47, 1449, 49]
notice-paragraph: Monterrey, N.L., a 26 de mayo de 2025. — [832, 1899, 985, 1911]
publication-dates: (6 y 16) — [708, 1597, 740, 1609]
legal-notice — [418, 1759, 615, 2227]
publication-dates: (6 y 16) — [501, 344, 534, 355]
legal-notice — [418, 1459, 615, 1751]
notice-paragraph: San Pedro Garza García, N.L., a 02 de Junio del 2025. — [5, 1094, 202, 1117]
notice-signature-line: TITULAR — [704, 665, 744, 677]
notice-title: AVISO NOTARIAL — [890, 1987, 972, 1999]
notice-signature-line: JARP-790918-N53 — [478, 2204, 556, 2215]
notice-signature-line: NOTARIO PÚBLICO TITULAR — [453, 847, 581, 858]
notice-paragraph: Con fecha (1) Primero de Julio del año (2024) dos mil veinticuatro se inició en esta Notaría a mi cargo, el Procedimiento Sucesorio Testamentario a bienes de la señora BERTHA LOPEZ ARAUJO, habiéndose presentado ante el Suscrito a denunciar dicho Procedimiento, los señores GUADALUPE GERARDINA GUAJARDO LOPEZ por derecho propio y en representación de GUADALUPE GERARDINA GUAJARDO LOPEZ, MARISELA GERARDINA GUAJARDO LOPEZ por derecho propio, GERARDO GUAJARDO LOPEZ por derecho propio, LOURDES ISAURA GUAJARDO LOPEZ por derecho propio y MARIO GERARDO GUAJARDO LOPEZ por derecho propio en su carácter de Únicos y Universales Herederos y la primera además como albacea. A fin de cumplir con lo preceptuado por los Artículos (881) ochocientos ochenta y uno, (882) ochocientos ochenta y dos y demás relativos del Código de Procedimientos Civiles vigente en el Estado de Nuevo León, deberá publicarse en el Periódico El Porvenir por dos veces de diez en diez días. — [211, 1505, 409, 1756]
notice-signature-line: LIC. GABRIEL ALFONSO BOLAÑOS CACHO MARTÍNEZ — [834, 233, 1028, 255]
notice-title: SEGUNDO EDICTO — [472, 612, 562, 623]
notice-paragraph: Con fecha 2 de Junio del 2025, en la Notaría Pública Número 14, de conformidad con el Artículo 881 del Código de Procedimientos Civiles, mediante Acta Fuera de Protocolo Número 014/16,926/25, SE RADICÓ la Iniciación Extrajudicial del Juicio Sucesorio Intestado a bienes de la señora MARÍA DEL CARMEN RANGEL VILLANUEVA (f), quien falleció el día 10 de febrero de 2014, habiendo comparecido su esposo el señor JOSÉ HERNÁNDEZ JUÁREZ como ÚNICO Y UNIVERSAL HEREDERO Y ALBACEA, quien me exhibió para dicha operación el Acta de Defunción correspondiente, de conformidad con el Artículo 882 del Código de Procedimientos Civiles. La Suscrita Notario Pública con apoyo en el Segundo párrafo del Artículo 882 del Código de Procedimientos Civiles, se dan estas declaraciones por medio de dos publicaciones que se harán de diez en diez días en el Periódico El Porvenir que se edita en el Estado. DOY FE. — [418, 1471, 616, 1711]
column-5 — [828, 56, 1035, 2568]
publication-dates: (6 y 16) — [708, 421, 740, 432]
notice-signature-line: LICENCIADO MANUEL VILLALÓN SALAZAR — [1041, 2117, 1236, 2129]
notice-signature-line: NOTARIO PÚBLICO NO. 48 — [872, 932, 990, 944]
notice-signature-line: LICENCIADO JORGE ALBERTO SALAZAR SALAZAR — [217, 374, 403, 396]
notice-signature-line: MAMV-680824-DT6 — [1097, 953, 1179, 965]
legal-notice — [212, 1843, 409, 2186]
notice-signature-line: LIC. FERNANDO RODRÍGUEZ CAMELO — [1052, 1299, 1225, 1311]
notice-signature-line: NOTARIO PÚBLICO TITULAR No. 129 — [21, 818, 185, 829]
notice-title: AVISO NOTARIAL — [476, 1233, 559, 1245]
notice-signature-line: SAGA-460502-MM9 — [682, 1584, 767, 1596]
notice-signature-line: NOTARIO PÚBLICO SUPLENTE EN FUNCIONES ADSCRITO A LA NOTARÍA PÚBLICA No. 147 — [432, 1166, 603, 1200]
notice-title: AVISO NOTARIAL — [62, 2005, 144, 2017]
publication-dates: (6 y 16) — [501, 594, 534, 604]
notice-title: AVISO NOTARIAL — [476, 892, 559, 904]
notice-title: AVISO NOTARIAL — [269, 862, 351, 873]
notice-paragraph: ATENTAMENTE — [1039, 1704, 1109, 1715]
notice-signature-line: NOTARIO PÚBLICO No. 96 — [873, 1928, 989, 1940]
notice-signature-line: (6 y 16) — [294, 413, 326, 425]
notice-paragraph: Monterrey, Nuevo León, a 29 de Mayo de 2025. — [418, 502, 602, 514]
masthead — [0, 0, 1449, 45]
notice-title: AVISO NOTARIAL — [269, 58, 351, 69]
notice-paragraph: Con fecha (09) nueve de Abril de (2025) dos mil veinticinco, de conformidad con los artículos (881) ochocientos ochenta y uno y (882) ochocientos ochenta y dos del Código de Procedimientos Civiles vigente en el Estado de Nuevo León, se INICIÓ en esta Notaría a mi cargo, mediante Escritura Pública número (2,443) dos mil cuatrocientos cuarenta y tres, el Procedimiento Extrajudicial de la Sucesión Intestada a bienes de la señora María Magdalena Rueda García, compareciendo ante el suscrito Notario, los señores HÉCTOR EDUARDO LOZANO CEPEDA, ROBERTA LOZANO RUEDA y el señor HÉCTOR EDUARDO LOZANO RUEDA, éste último compareciendo por sus propios derechos y además, en representación de su señora LORENA LOZANO RUEDA, exhibiéndome para tal efecto, el Acta de Defunción correspondiente de la Autora de la Sucesión. Lo anterior se publica en esta forma y en dos ocasiones con intervalo de (10) diez en (10) diez días en el periódico EL PORVENIR que se edita en esta Ciudad en cumplimiento a lo establecido en el segundo párrafo del artículo 882 del Código de Procedimientos Civiles vigente en Nuevo León. — [1039, 998, 1238, 1283]
notice-paragraph: En la Notaría Pública No. 7 Siete a mi cargo se ha radicado la SUCESIÓN LEGÍTIMA EXTRAJUDICIAL a bienes de la señora: MARÍA CARRANZA LARA, quien también se ostentó como MA CALOME CARRANZA LARA Y, quien falleció el 30 de octubre de 2000 en Monterrey, Nuevo León. Acreditaron su carácter de Herederos sus hijos JOSÉ PABLO, MARGARITA, ANTONIO y MA DEL CARMEN, de apellidos GUTIÉRREZ CARRANZA, y asume el cargo de Albacea, el señor JOSÉ PABLO GUTIÉRREZ CARRANZA. — [626, 932, 823, 1070]
notice-title: AVISO NOTARIAL — [269, 1492, 351, 1503]
publication-dates: (6 y 16) — [708, 2247, 740, 2259]
notice-signature-line: NOTARIO PÚBLICO NÚMERO 108 — [236, 1798, 384, 1810]
notice-signature-line: NOTARIO PÚBLICO NÚMERO 128 — [443, 2190, 591, 2201]
notice-signature-line: LA C. SECRETARIO ADSCRITA AL JUZGADO PRIMERO DE LO FAMILIAR DEL SEGUNDO DISTRITO JUDICIAL EN EL ESTADO. — [833, 549, 1030, 583]
publication-dates: (6 y 16) — [294, 1473, 326, 1485]
notice-title: EDICTO — [912, 616, 950, 628]
notice-signature-line: NOTARIO PÚBLICO TITULAR DE LA NOTARÍA PÚBLICA NÚMERO 43. — [24, 1949, 182, 1972]
notice-paragraph: En fecha (19) diecinueve del mes de Mayo del año 2025 dos mil veinticinco, se radicó ante esta Notaría a mi cargo, mediante el Acta Fuera de Protocolo número (100/244,645/25), la SUCESIÓN INTESTAMENTARIA NOTARIAL A BIENES DEL SEÑOR JOSÉ CARMEN GONZÁLEZ RAMOS (finado), habiéndose presentado ante el Suscrito a denunciar dicho Juicio a los señores JOSÉ CARMEN GONZÁLEZ POSADA, MIGUEL GONZÁLEZ POSADA, JOSÉ RAMIRO GONZÁLEZ POSADA, JOSÉ ÁNGEL GONZÁLEZ POSADA, TERESO GONZÁLEZ POSADA, RAÚL GONZÁLEZ POSADA y GALECIO GONZÁLEZ POSADA, en su carácter de hijos legítimos, y con el carácter de Albacea al señor TERESO GONZÁLEZ POSADA, del autor de la sucesión. Lo anterior se publica mediante este aviso por dos ocasiones de (10) diez en (10) diez días, en cumplimiento a lo dispuesto en el (6) segundo párrafo del artículo (882) ochocientos ochenta y dos del Código de Procedimientos Civiles del Estado, convocándose a las personas que se consideren con derecho a la herencia, para que acudan a deducirlo dentro del término de 30-treinta días contados a partir de la publicación de este aviso. — [1039, 1805, 1238, 2100]
publication-dates: (6 y 16) — [915, 959, 947, 971]
notice-signature-line: NOTARIO PÚBLICO NÚMERO 108 — [30, 1134, 177, 1146]
notice-paragraph: Con fecha 29 de Mayo de 2025, se RADICÓ en esta Notaría a mi cargo, el PROCEDIMIENTO SUCESORIO DE INTESTADO ANTE NOTARIO A BIENES DEL SEÑOR SAÚL RODRÍGUEZ MUÑOZ, denunciado por los señores NOEMÍ RODRÍGUEZ DOMÍNGUEZ, SAÚL ANWAR RODRÍGUEZ DOMÍNGUEZ y NOEMÍ DOMÍNGUEZ TORRES. Se publica la presente, con fundamento en lo dispuesto por el artículo 882 del Código Procesal Civil vigente en el Estado. — [418, 386, 616, 501]
legal-notice — [418, 893, 615, 1225]
notice-title: AVISO NOTARIAL — [62, 1644, 144, 1655]
notice-signature-line: NOTARIO PÚBLICO NÚMERO 108 — [236, 2148, 384, 2160]
notice-columns — [0, 56, 1449, 2568]
notice-paragraph: MONTERREY, NUEVO LEÓN, A 08 DE MAYO DE 2025. — [626, 1881, 823, 1904]
legal-notice — [833, 616, 1030, 970]
notice-signature-line: ROCF-7803174-H5 — [1098, 1327, 1179, 1339]
